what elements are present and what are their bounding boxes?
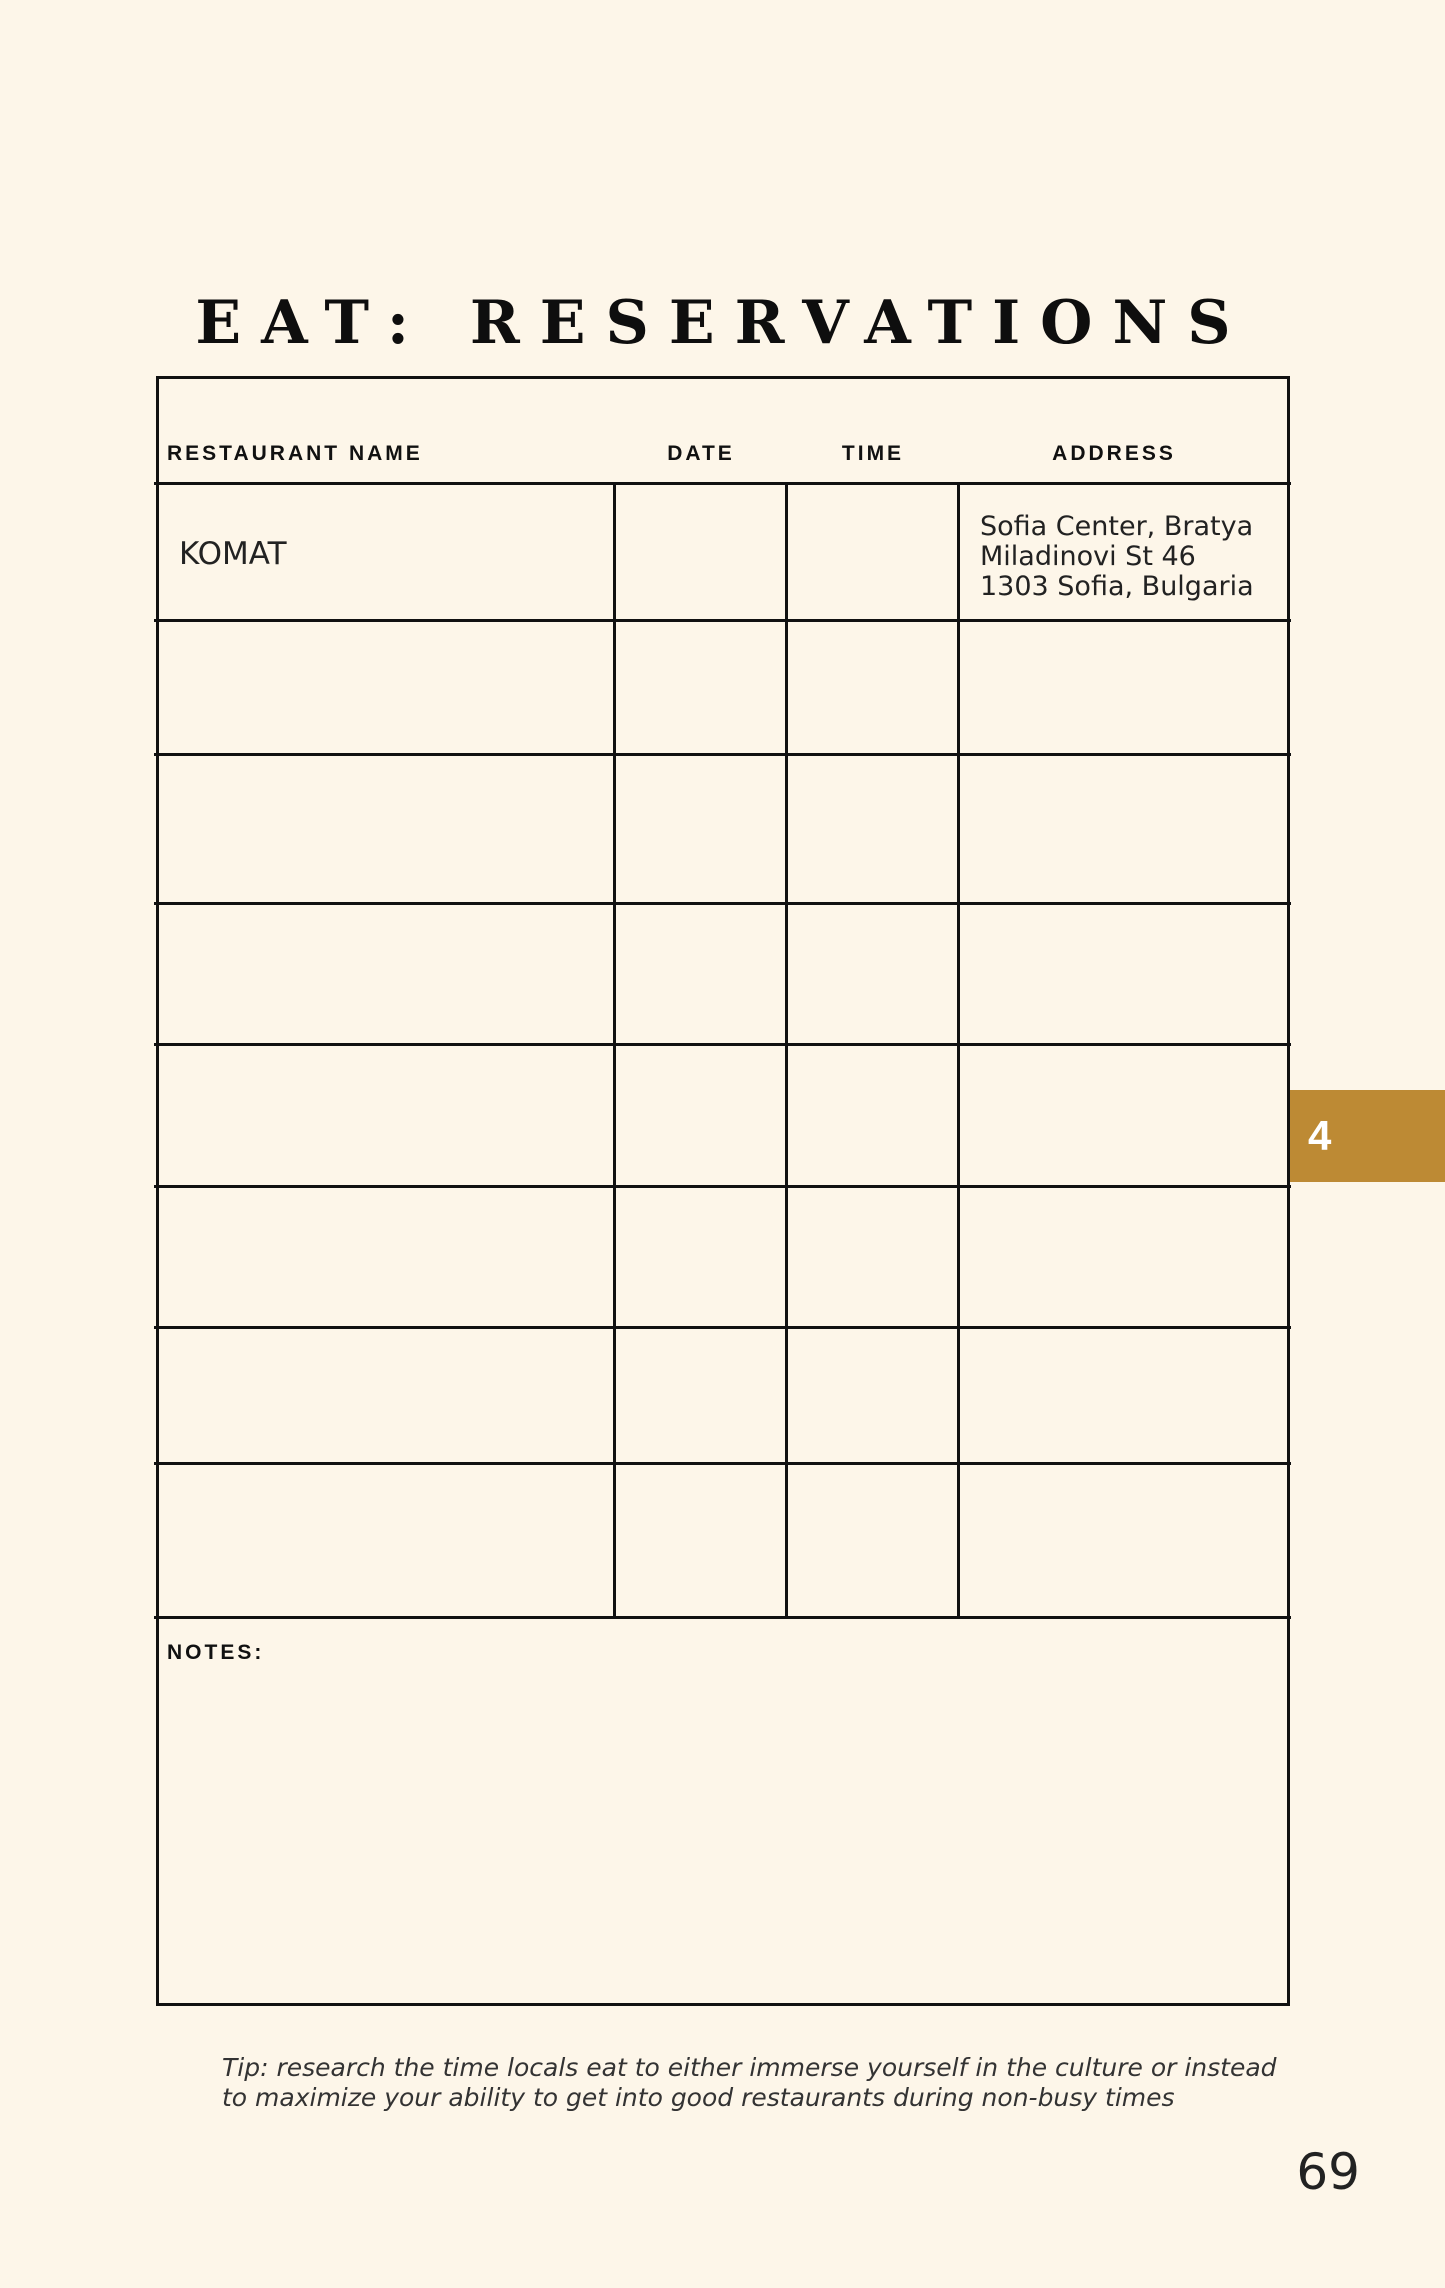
tip-text — [222, 2053, 1282, 2113]
section-tab — [1290, 1090, 1445, 1182]
row-divider — [154, 1043, 1291, 1046]
tip-line: to maximize your ability to get into good restaurants during non-busy times — [222, 2083, 1175, 2112]
tip-line: Tip: research the time locals eat to either immerse yourself in the culture or instead — [222, 2053, 1277, 2082]
address-cell — [980, 512, 1280, 602]
address-line: 1303 Sofia, Bulgaria — [980, 571, 1254, 602]
column-divider — [785, 483, 788, 1619]
address-line: Sofia Center, Bratya — [980, 511, 1254, 542]
row-divider — [154, 753, 1291, 756]
page-title: EAT: RESERVATIONS — [195, 288, 1251, 358]
notes-label: NOTES: — [167, 1641, 265, 1664]
row-divider — [154, 1185, 1291, 1188]
row-divider — [154, 482, 1291, 485]
row-divider — [154, 619, 1291, 622]
row-divider — [154, 1616, 1291, 1619]
column-divider — [613, 483, 616, 1619]
row-divider — [154, 902, 1291, 905]
column-divider — [957, 483, 960, 1619]
page-number: 69 — [1296, 2143, 1360, 2201]
address-line: Miladinovi St 46 — [980, 541, 1196, 572]
header-date: DATE — [667, 442, 735, 465]
header-time: TIME — [841, 442, 905, 465]
row-divider — [154, 1326, 1291, 1329]
header-restaurant-name: RESTAURANT NAME — [167, 442, 423, 465]
section-tab-number: 4 — [1308, 1112, 1332, 1159]
restaurant-name-cell: KOMAT — [179, 536, 287, 572]
header-address: ADDRESS — [1052, 442, 1176, 465]
row-divider — [154, 1462, 1291, 1465]
